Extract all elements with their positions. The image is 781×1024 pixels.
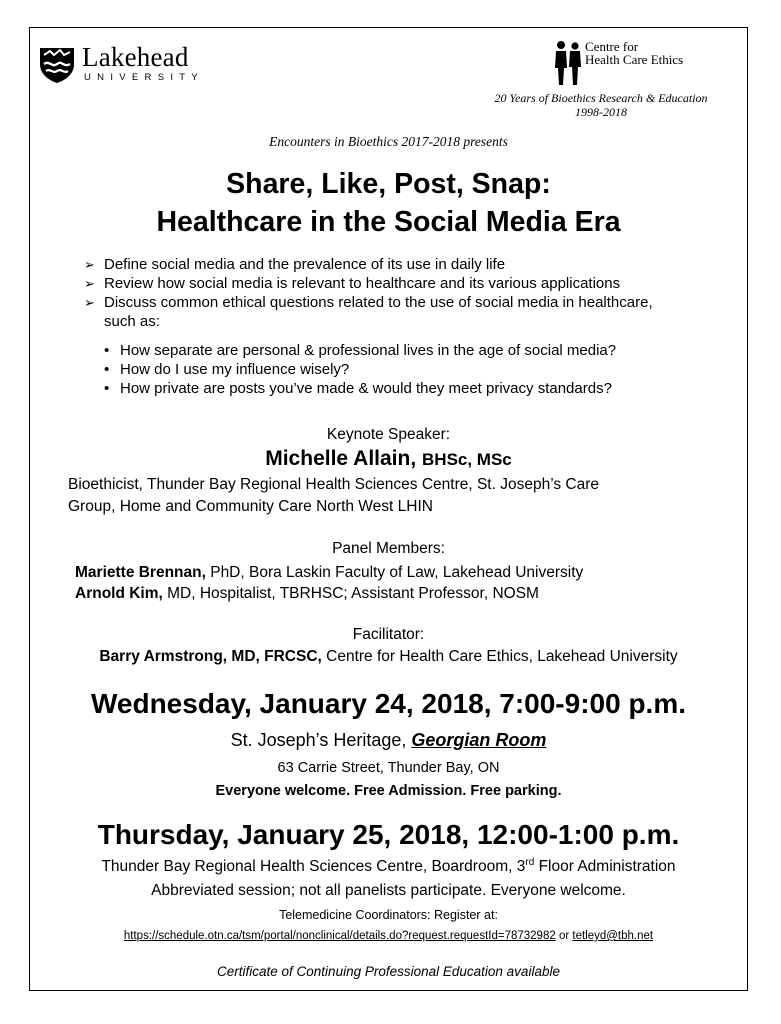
objective-item: ➢ Discuss common ethical questions related to the use of social media in healthcare, such as: bbox=[84, 294, 653, 330]
panel-member: Mariette Brennan, PhD, Bora Laskin Faculty of Law, Lakehead University bbox=[75, 564, 584, 581]
facilitator-name: Barry Armstrong, MD, FRCSC, bbox=[99, 648, 322, 665]
dot-bullet-icon: • bbox=[104, 342, 110, 359]
anniversary-line2: 1998-2018 bbox=[575, 105, 627, 119]
panel-label: Panel Members: bbox=[332, 540, 445, 557]
objective-item: ➢ Review how social media is relevant to healthcare and its various applications bbox=[84, 275, 621, 292]
series-presents: Encounters in Bioethics 2017-2018 presents bbox=[269, 134, 508, 149]
keynote-role bbox=[68, 474, 748, 518]
session1-address: 63 Carrie Street, Thunder Bay, ON bbox=[277, 760, 500, 776]
event-title bbox=[29, 165, 748, 241]
keynote-credentials: BHSc, MSc bbox=[422, 450, 512, 469]
session1-venue: St. Joseph’s Heritage, Georgian Room bbox=[230, 730, 547, 750]
question-item: • How separate are personal & professional lives in the age of social media? bbox=[104, 342, 617, 359]
title-line1: Share, Like, Post, Snap: bbox=[226, 168, 551, 200]
people-silhouette-icon bbox=[552, 40, 584, 86]
facilitator bbox=[29, 648, 748, 666]
lakehead-shield-icon bbox=[38, 46, 76, 84]
arrow-bullet-icon: ➢ bbox=[84, 295, 95, 310]
georgian-room-link[interactable]: Georgian Room bbox=[411, 730, 547, 750]
arrow-bullet-icon: ➢ bbox=[84, 276, 95, 291]
keynote-role-line1: Bioethicist, Thunder Bay Regional Health Sciences Centre, St. Joseph’s Care bbox=[68, 476, 600, 493]
session1-date: Wednesday, January 24, 2018, 7:00-9:00 p.m. bbox=[90, 688, 687, 719]
che-line2: Health Care Ethics bbox=[585, 52, 684, 67]
question-item: • How private are posts you’ve made & would they meet privacy standards? bbox=[104, 380, 612, 397]
keynote-role-line2: Group, Home and Community Care North West LHIN bbox=[68, 498, 433, 515]
title-line2: Healthcare in the Social Media Era bbox=[156, 206, 621, 238]
arrow-bullet-icon: ➢ bbox=[84, 257, 95, 272]
panel-members bbox=[75, 562, 755, 604]
facilitator-detail: Centre for Health Care Ethics, Lakehead University bbox=[321, 648, 678, 665]
dot-bullet-icon: • bbox=[104, 361, 110, 378]
anniversary-line1: 20 Years of Bioethics Research & Education bbox=[494, 91, 708, 105]
panel-member: Arnold Kim, MD, Hospitalist, TBRHSC; Assistant Professor, NOSM bbox=[75, 585, 539, 602]
lakehead-logo bbox=[38, 44, 218, 86]
lakehead-wordmark: Lakehead bbox=[82, 42, 189, 72]
keynote-speaker bbox=[29, 447, 748, 471]
keynote-name: Michelle Allain, bbox=[265, 447, 417, 470]
questions-list bbox=[104, 341, 745, 398]
facilitator-label: Facilitator: bbox=[352, 626, 425, 643]
session2-date: Thursday, January 25, 2018, 12:00-1:00 p.m. bbox=[97, 819, 680, 850]
register-url-link[interactable]: https://schedule.otn.ca/tsm/portal/nonclinical/details.do?request.requestId=78732982 bbox=[123, 930, 556, 942]
email-link[interactable]: tetleyd@tbh.net bbox=[572, 930, 654, 942]
che-logo bbox=[552, 40, 742, 86]
lakehead-subtitle: UNIVERSITY bbox=[84, 72, 205, 83]
che-line1: Centre for bbox=[585, 39, 639, 54]
keynote-label: Keynote Speaker: bbox=[326, 426, 451, 443]
session2-venue: Thunder Bay Regional Health Sciences Centre, Boardroom, 3rd Floor Administration bbox=[101, 856, 676, 875]
question-item: • How do I use my influence wisely? bbox=[104, 361, 350, 378]
session1-note: Everyone welcome. Free Admission. Free parking. bbox=[215, 783, 562, 799]
register-label: Telemedicine Coordinators: Register at: bbox=[279, 908, 498, 922]
anniversary-caption bbox=[461, 91, 741, 119]
objectives-list bbox=[84, 255, 744, 331]
session2-note: Abbreviated session; not all panelists participate. Everyone welcome. bbox=[151, 882, 626, 899]
dot-bullet-icon: • bbox=[104, 380, 110, 397]
certificate-note: Certificate of Continuing Professional Education available bbox=[217, 964, 560, 979]
register-line: https://schedule.otn.ca/tsm/portal/nonclinical/details.do?request.requestId=78732982 or tetleyd@tbh.net bbox=[123, 930, 654, 942]
objective-item: ➢ Define social media and the prevalence of its use in daily life bbox=[84, 256, 506, 273]
